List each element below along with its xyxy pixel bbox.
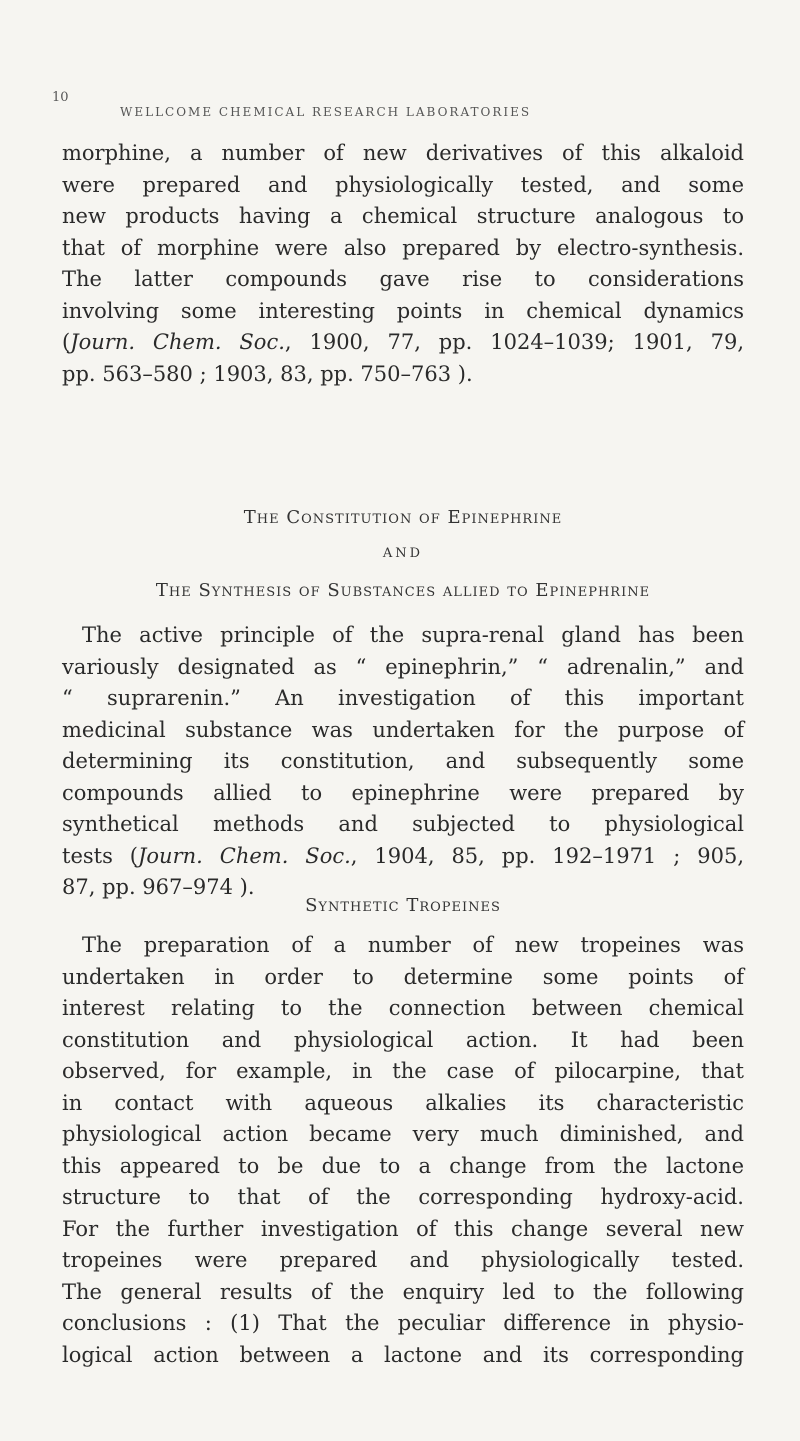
running-head: WELLCOME CHEMICAL RESEARCH LABORATORIES xyxy=(120,105,532,119)
section-heading-epinephrine: The Constitution of Epinephrine xyxy=(243,507,563,528)
section-heading-tropeines: Synthetic Tropeines xyxy=(305,895,501,916)
text-line: were prepared and physiologically tested, and some xyxy=(62,172,744,197)
text-line: new products having a chemical structure analogous to xyxy=(62,204,744,228)
journal-name: Journ. Chem. Soc. xyxy=(138,843,351,868)
reference-line xyxy=(62,327,744,359)
text-line: variously designated as “ epinephrin,” “ adrenalin,” and xyxy=(62,654,744,679)
text-line: The active principle of the supra-renal gland has been xyxy=(82,623,744,647)
text-line: medicinal substance was undertaken for the purpose of xyxy=(62,717,744,742)
text-line: logical action between a lactone and its corresponding xyxy=(62,1342,744,1367)
text-line: compounds allied to epinephrine were prepared by xyxy=(62,780,744,805)
text-line: conclusions : (1) That the peculiar difference in physio- xyxy=(62,1311,744,1335)
text-line: The latter compounds gave rise to considerations xyxy=(62,267,744,291)
heading-and: AND xyxy=(382,546,424,561)
reference-line xyxy=(62,841,744,873)
ref-rest: , 1904, 85, pp. 192–1971 ; 905, xyxy=(350,843,744,868)
text-line: involving some interesting points in chemical dynamics xyxy=(62,298,744,323)
section-heading-synthesis: The Synthesis of Substances allied to Epinephrine xyxy=(155,580,651,601)
journal-name: Journ. Chem. Soc. xyxy=(70,330,285,354)
text-line: observed, for example, in the case of pilocarpine, that xyxy=(62,1059,744,1083)
reference-line-2: 87, pp. 967–974 ). xyxy=(62,875,255,899)
text-line: physiological action became very much diminished, and xyxy=(62,1122,744,1146)
text-line: interest relating to the connection between chemical xyxy=(62,996,744,1020)
text-line: determining its constitution, and subsequently some xyxy=(62,749,744,773)
text-line: in contact with aqueous alkalies its characteristic xyxy=(62,1090,744,1115)
text-line: “ suprarenin.” An investigation of this important xyxy=(62,686,744,710)
paragraph-tropeines xyxy=(62,930,744,1371)
page-number: 10 xyxy=(52,90,69,105)
text-line: undertaken in order to determine some points of xyxy=(62,964,744,989)
text-line: For the further investigation of this change several new xyxy=(62,1216,744,1241)
text-line: this appeared to be due to a change from the lactone xyxy=(62,1153,744,1178)
text-line: The general results of the enquiry led to the following xyxy=(62,1279,744,1304)
text-line: that of morphine were also prepared by electro-synthesis. xyxy=(62,235,744,260)
ref-prefix: tests ( xyxy=(62,843,138,868)
paragraph-morphine xyxy=(62,138,744,390)
text-line: constitution and physiological action. It had been xyxy=(62,1027,744,1052)
ref-rest: , 1900, 77, pp. 1024–1039; 1901, 79, xyxy=(284,330,744,354)
text-line: structure to that of the corresponding hydroxy-acid. xyxy=(62,1185,744,1209)
reference-line-2: pp. 563–580 ; 1903, 83, pp. 750–763 ). xyxy=(62,361,473,386)
paragraph-epinephrine xyxy=(62,620,744,904)
text-line: tropeines were prepared and physiologically tested. xyxy=(62,1248,744,1272)
text-line: The preparation of a number of new tropeines was xyxy=(82,933,744,957)
text-line: synthetical methods and subjected to physiological xyxy=(62,812,744,836)
ref-open: ( xyxy=(62,330,71,354)
text-line: morphine, a number of new derivatives of this alkaloid xyxy=(62,141,744,165)
